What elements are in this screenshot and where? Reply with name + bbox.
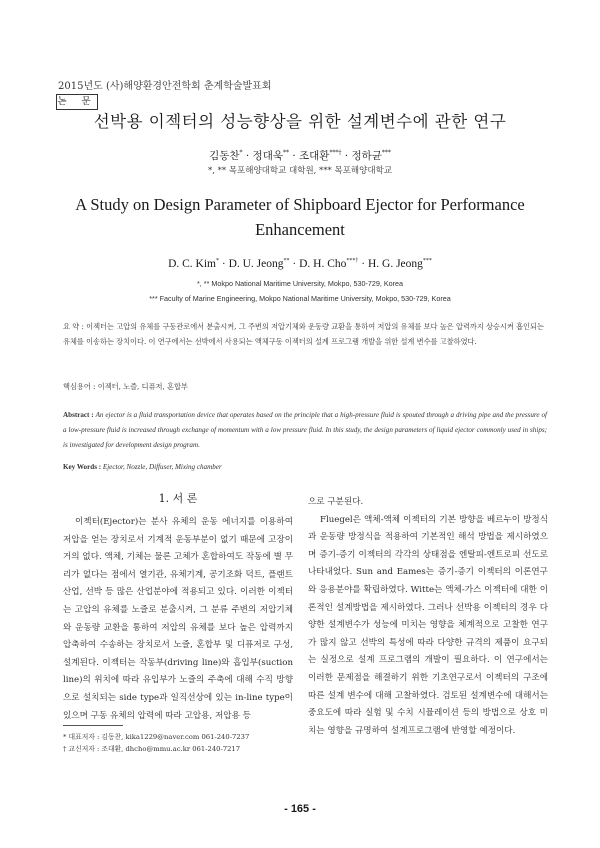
keywords-english-label: Key Words : (63, 463, 103, 471)
paper-type-badge: 논 문 (56, 94, 98, 110)
body-column-left (63, 514, 293, 725)
author-3-mark: ***† (329, 149, 342, 157)
author-3: · 조대환 (292, 150, 330, 162)
page-number: - 165 - (284, 803, 316, 815)
abstract-korean-label: 요 약 : (63, 322, 87, 331)
body-paragraph: Fluegel은 액체-액체 이젝터의 기본 방향을 베르누이 방정식과 운동량 방정식을 적용하여 기본적인 해석 방법을 제시하였으며 증기-증기 이젝터의 각각의 상태점을 엔탈피-엔트로피 선도로 나타내었다. Sun and Eames는 증기-증기 이젝터의 이론연구와 응용분야를 확립하였다. Witte는 액체-가스 이젝터에 대한 이론적인 설계방법을 제시하였다. 그러나 선박용 이젝터의 경우 다양한 설계변수가 성능에 미치는 영향을 체계적으로 고찰한 연구가 많지 않고 선박의 특성에 따라 다양한 규격의 제품이 요구되는 실정으로 설계 프로그램의 개발이 필요하다. 이 연구에서는 이러한 문제점을 해결하기 위한 기초연구로서 이젝터의 구조에 따른 설계 변수에 대해 고찰하였다. 검토된 설계변수에 대해서는 중요도에 따라 실험 및 수치 시뮬레이션 등의 방법으로 상호 미치는 영향을 규명하여 설계프로그램에 반영할 예정이다. (308, 514, 548, 736)
author-en-1: D. C. Kim (168, 258, 216, 270)
author-1-mark: * (239, 149, 243, 157)
keywords-korean-label: 핵심용어 : (63, 382, 98, 391)
author-2-mark: ** (282, 149, 289, 157)
keywords-korean (63, 382, 188, 392)
keywords-english (63, 463, 222, 471)
affiliation-english-2: *** Faculty of Marine Engineering, Mokpo National Maritime University, Mokpo, 530-729, Korea (149, 294, 451, 303)
body-column-right (308, 494, 548, 740)
author-4-mark: *** (381, 149, 391, 157)
abstract-english (63, 408, 547, 453)
author-en-1-mark: * (215, 258, 219, 265)
footnote-divider (63, 725, 123, 726)
title-english: A Study on Design Parameter of Shipboard Ejector for Performance Enhancement (75, 195, 525, 239)
section-heading-introduction: 1. 서 론 (158, 492, 198, 505)
footnote-contact: † 교신저자 : 조대환, dhcho@mmu.ac.kr 061-240-7217 (63, 745, 241, 753)
conference-name: 2015년도 (사)해양환경안전학회 춘계학술발표회 (58, 81, 272, 92)
affiliation-korean: *, ** 목포해양대학교 대학원, *** 목포해양대학교 (207, 166, 392, 176)
footnote-corresponding: * 대표저자 : 김동찬, kika1229@naver.com 061-240-7237 (63, 733, 250, 741)
author-en-3-mark: ***† (346, 258, 359, 265)
author-en-2: · D. U. Jeong (218, 258, 284, 270)
abstract-korean (63, 319, 547, 349)
authors-korean (0, 148, 600, 163)
body-paragraph: 이젝터(Ejector)는 분사 유체의 운동 에너지를 이용하여 저압을 얻는 장치로서 기계적 운동부분이 없기 때문에 고장이 거의 없다. 액체, 기체는 물론 고체가 혼합하여도 작동에 별 무리가 없다는 점에서 열기관, 유체기계, 공기조화 덕트, 플랜트산업, 선박 등 많은 산업분야에 적용되고 있다. 이러한 이젝터는 고압의 유체를 노즐로 분출시켜, 그 분류 주변의 저압기체와 운동량 교환을 통하여 저압의 유체를 보다 높은 압력까지 압축하여 수송하는 장치로서 노즐, 혼합부 및 디퓨저로 구성, 설계된다. 이젝터는 작동부(driving line)와 흡입부(suction line)의 위치에 따라 유입부가 노즐의 주축에 대해 수직 방향으로 설치되는 side type과 일직선상에 있는 in-line type이 있으며 구동 유체의 압력에 따라 고압용, 저압용 등 (63, 517, 293, 721)
abstract-english-text: An ejector is a fluid transportation device that operates based on the principle that a high-pressure fluid is spouted through a driving pipe and the pressure of a low-pressure fluid is increased through exchange of momentum with a low pressure fluid. In this study, the design parameters of liquid ejector commonly used in ships; is investigated for development design program. (63, 411, 547, 449)
author-en-2-mark: ** (283, 258, 290, 265)
author-2: · 정대욱 (245, 150, 283, 162)
keywords-korean-text: 이젝터, 노즐, 디퓨저, 혼합부 (97, 382, 188, 391)
author-en-4: · H. G. Jeong (358, 258, 423, 270)
keywords-english-text: Ejector, Nozzle, Diffuser, Mixing chamber (102, 463, 222, 471)
author-en-3: · D. H. Cho (289, 258, 347, 270)
author-4: · 정하균 (344, 150, 382, 162)
author-1: 김동찬 (209, 150, 240, 162)
abstract-english-label: Abstract : (63, 411, 96, 419)
affiliation-english-1: *, ** Mokpo National Maritime University, Mokpo, 530-729, Korea (197, 279, 403, 288)
title-korean: 선박용 이젝터의 성능향상을 위한 설계변수에 관한 연구 (93, 112, 507, 131)
authors-english (0, 258, 600, 270)
abstract-korean-text: 이젝터는 고압의 유체를 구동관로에서 분출시켜, 그 주변의 저압기체와 운동량 교환을 통하여 저압의 유체를 보다 높은 압력까지 상승시켜 흡인되는 유체를 이송하는 장치이다. 이 연구에서는 선박에서 사용되는 액체구동 이젝터의 설계 프로그램 개발을 위한 설계 변수를 고찰하였다. (63, 322, 544, 346)
body-paragraph: 으로 구분된다. (308, 497, 364, 507)
author-en-4-mark: *** (422, 258, 432, 265)
